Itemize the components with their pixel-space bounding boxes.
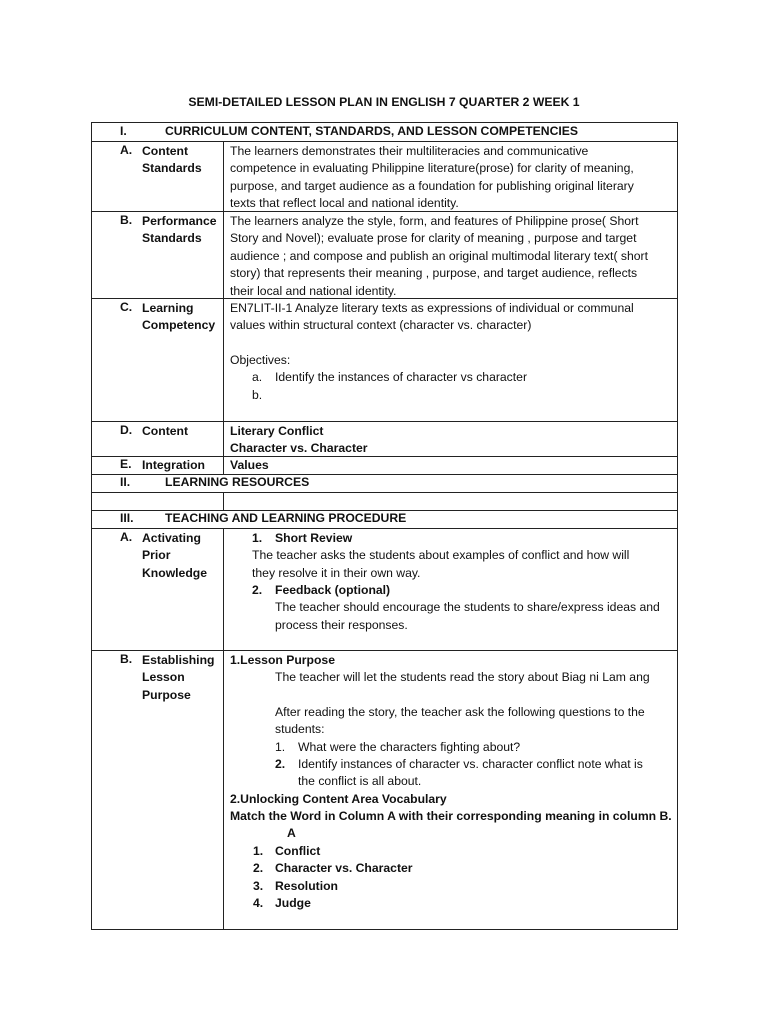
- question-text: the conflict is all about.: [298, 774, 422, 788]
- row-content-cell: [224, 422, 677, 456]
- row-content-cell: [224, 529, 677, 650]
- vocabulary-word: Judge: [275, 896, 311, 910]
- section-number: III.: [120, 511, 134, 525]
- row-label-cell: [92, 651, 224, 929]
- row-content-cell: [224, 299, 677, 421]
- feedback-text: The teacher should encourage the students to share/express ideas and: [275, 600, 660, 614]
- row-label-cell: [92, 422, 224, 456]
- row-learning-resources-empty: [91, 492, 678, 510]
- lesson-purpose-text: The teacher will let the students read the story about Biag ni Lam ang: [275, 670, 650, 684]
- document-title: SEMI-DETAILED LESSON PLAN IN ENGLISH 7 QUARTER 2 WEEK 1: [188, 95, 580, 109]
- row-label: Learning Competency: [142, 301, 216, 333]
- word-marker: 2.: [253, 861, 264, 875]
- row-content-standards: [91, 141, 678, 211]
- word-marker: 1.: [253, 844, 264, 858]
- row-letter: B.: [120, 213, 133, 227]
- vocabulary-word: Conflict: [275, 844, 321, 858]
- row-label-cell: [92, 493, 224, 510]
- row-letter: A.: [120, 143, 133, 157]
- row-integration: [91, 456, 678, 474]
- section-procedure-header: [91, 510, 678, 528]
- vocabulary-word: Resolution: [275, 879, 338, 893]
- row-label: Activating Prior Knowledge: [142, 531, 208, 580]
- short-review-text: they resolve it in their own way.: [252, 566, 421, 580]
- section-learning-resources-header: [91, 474, 678, 492]
- content-topic: Literary Conflict Character vs. Character: [230, 424, 368, 456]
- row-label: Integration: [142, 458, 205, 472]
- objective-marker: a.: [252, 370, 263, 384]
- item-marker: 2.: [252, 583, 263, 597]
- row-letter: B.: [120, 652, 133, 666]
- question-text: What were the characters fighting about?: [298, 740, 521, 754]
- objectives-label: Objectives:: [230, 353, 291, 367]
- row-label-cell: [92, 142, 224, 211]
- row-letter: E.: [120, 457, 132, 471]
- short-review-text: The teacher asks the students about examples of conflict and how will: [252, 548, 630, 562]
- lesson-purpose-heading: 1.Lesson Purpose: [230, 653, 335, 667]
- row-letter: A.: [120, 530, 133, 544]
- row-activating-prior-knowledge: [91, 528, 678, 650]
- row-letter: C.: [120, 300, 133, 314]
- row-label-cell: [92, 457, 224, 474]
- row-content: [91, 421, 678, 456]
- competency-text: EN7LIT-II-1 Analyze literary texts as expressions of individual or communal values within structural context (character vs. character): [230, 301, 634, 333]
- vocabulary-word: Character vs. Character: [275, 861, 413, 875]
- section-number: I.: [120, 124, 127, 138]
- section-heading: TEACHING AND LEARNING PROCEDURE: [165, 511, 407, 525]
- question-marker: 2.: [275, 757, 286, 771]
- row-content-cell: [224, 457, 677, 474]
- row-performance-standards: [91, 211, 678, 298]
- objective-marker: b.: [252, 388, 263, 402]
- questions-intro: students:: [275, 722, 325, 736]
- content-standards-text: The learners demonstrates their multiliteracies and communicative competence in evaluating Philippine literature(prose) for clarity of meaning, purpose, and target audience as a foundation for publishing original literary texts that reflect local and national identity.: [230, 144, 634, 211]
- section-heading: LEARNING RESOURCES: [165, 475, 310, 489]
- row-establishing-lesson-purpose: [91, 650, 678, 930]
- row-label-cell: [92, 212, 224, 298]
- row-content-cell: [224, 651, 677, 929]
- question-text: Identify instances of character vs. character conflict note what is: [298, 757, 643, 771]
- question-marker: 1.: [275, 740, 286, 754]
- feedback-title: Feedback (optional): [275, 583, 391, 597]
- item-marker: 1.: [252, 531, 263, 545]
- row-label: Establishing Lesson Purpose: [142, 653, 215, 702]
- row-label-cell: [92, 299, 224, 421]
- row-learning-competency: [91, 298, 678, 421]
- row-content-cell: [224, 493, 677, 510]
- row-label: Content: [142, 424, 189, 438]
- matching-instruction: Match the Word in Column A with their corresponding meaning in column B.: [230, 809, 672, 823]
- section-curriculum-header: [91, 122, 678, 141]
- questions-intro: After reading the story, the teacher ask the following questions to the: [275, 705, 645, 719]
- objective-text: Identify the instances of character vs character: [275, 370, 527, 384]
- row-letter: D.: [120, 423, 133, 437]
- section-number: II.: [120, 475, 131, 489]
- vocabulary-heading: 2.Unlocking Content Area Vocabulary: [230, 792, 447, 806]
- section-heading: CURRICULUM CONTENT, STANDARDS, AND LESSON COMPETENCIES: [165, 124, 579, 138]
- performance-standards-text: The learners analyze the style, form, and features of Philippine prose( Short Story and Novel); evaluate prose for clarity of meaning , purpose and target audience ; and compose and publish an original multimodal literary text( short story) that represents their meaning , purpose, and target audience, reflects their local and national identity.: [230, 214, 648, 298]
- row-label-cell: [92, 529, 224, 650]
- short-review-title: Short Review: [275, 531, 353, 545]
- column-a-label: A: [287, 826, 296, 840]
- word-marker: 3.: [253, 879, 264, 893]
- row-content-cell: [224, 142, 677, 211]
- row-label: Content Standards: [142, 144, 202, 176]
- feedback-text: process their responses.: [275, 618, 408, 632]
- row-content-cell: [224, 212, 677, 298]
- word-marker: 4.: [253, 896, 264, 910]
- row-label: Performance Standards: [142, 214, 217, 246]
- integration-value: Values: [230, 458, 269, 472]
